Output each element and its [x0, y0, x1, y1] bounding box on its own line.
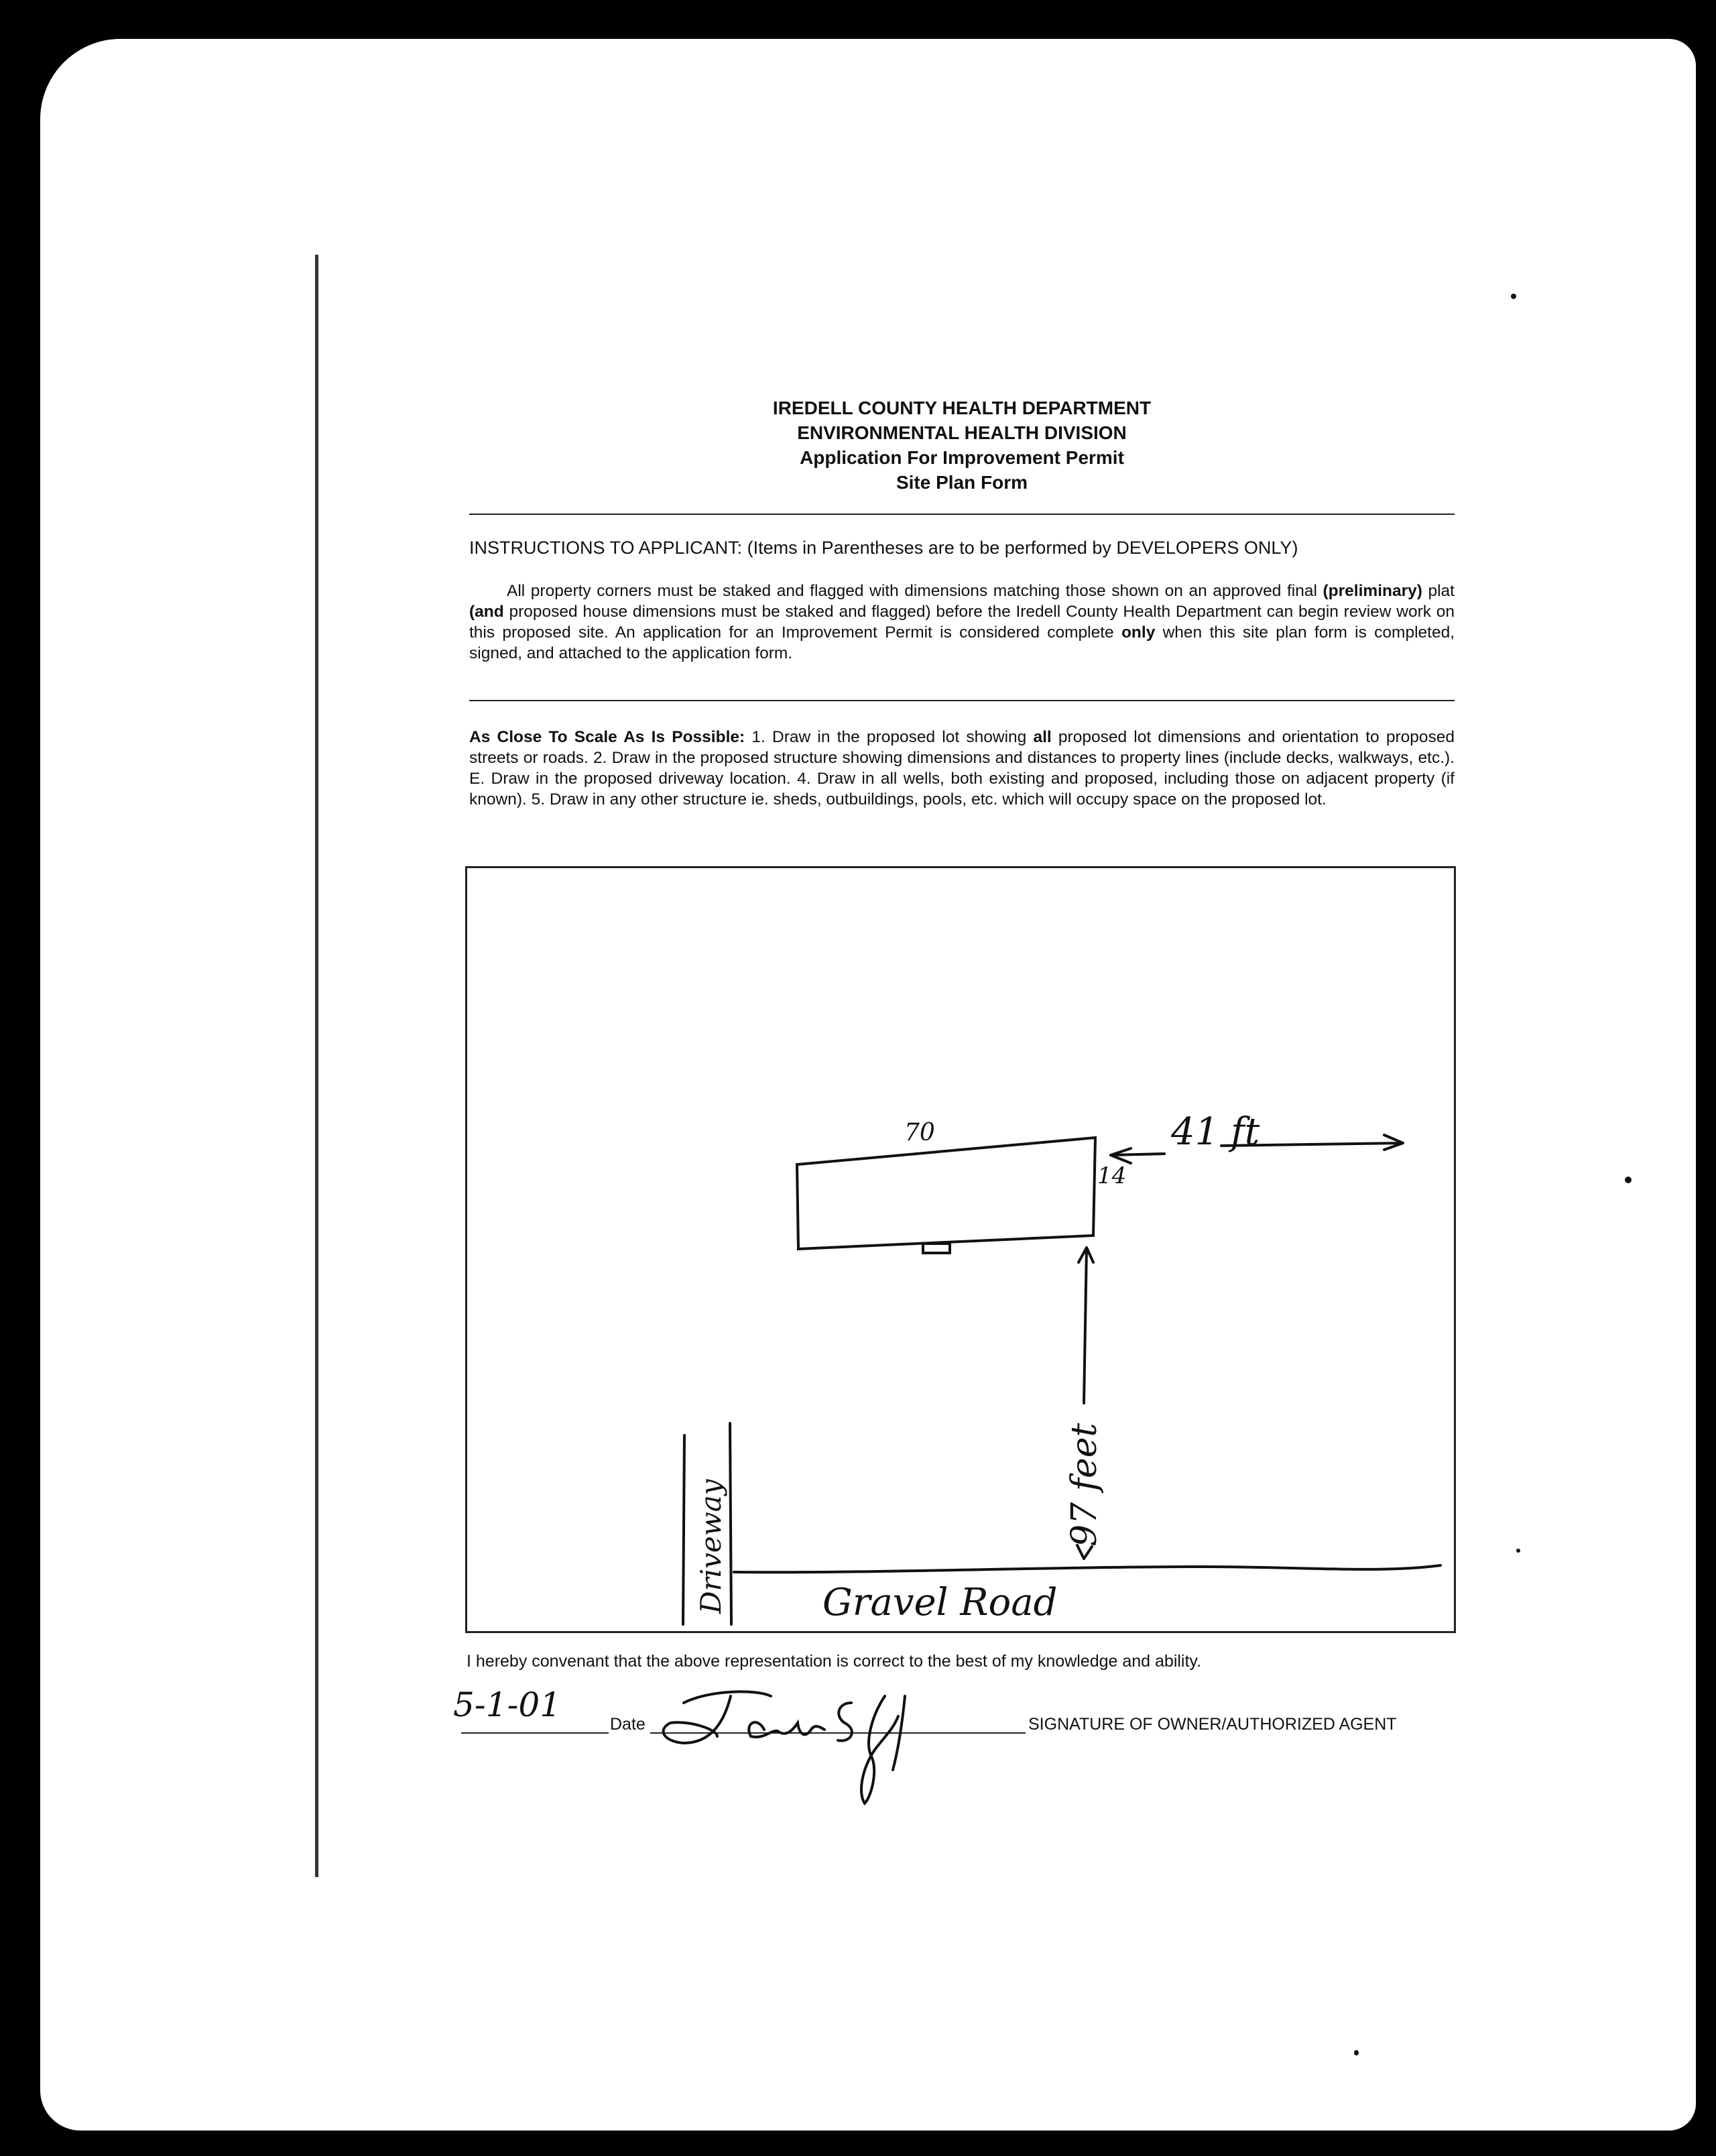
scan-speck: [1511, 294, 1516, 299]
road-label: Gravel Road: [822, 1581, 1058, 1624]
date-label: Date: [610, 1715, 646, 1734]
certification-statement: I hereby convenant that the above representation is correct to the best of my knowledge and ability.: [467, 1652, 1202, 1671]
department-title: IREDELL COUNTY HEALTH DEPARTMENT: [772, 398, 1152, 418]
instructions-paragraph: All property corners must be staked and flagged with dimensions matching those shown on an approved final (preliminary) plat (and proposed house dimensions must be staked and flagged) before the Iredell County Health Department can begin review work on this proposed site. An application for an Improvement Permit is considered complete only when this site plan form is completed, signed, and attached to the application form.: [469, 582, 1455, 662]
signature-label: SIGNATURE OF OWNER/AUTHORIZED AGENT: [1028, 1715, 1397, 1734]
driveway-left-edge: [683, 1435, 684, 1624]
form-header: [603, 396, 1321, 495]
division-title: ENVIRONMENTAL HEALTH DIVISION: [797, 422, 1127, 443]
date-line: [461, 1732, 609, 1734]
side-distance-label: 41 ft: [1171, 1110, 1260, 1154]
road-distance-label: 97 feet: [1064, 1423, 1105, 1547]
scan-speck: [1516, 1549, 1520, 1553]
site-plan-sketch: [467, 868, 1454, 1631]
form-title: Site Plan Form: [896, 472, 1028, 493]
house-width-label: 14: [1097, 1162, 1127, 1189]
date-value: 5-1-01: [453, 1685, 562, 1724]
house-outline: [797, 1138, 1095, 1249]
instructions-title: INSTRUCTIONS TO APPLICANT: (Items in Parentheses are to be performed by DEVELOPERS ONLY): [469, 538, 1298, 558]
handwritten-signature: [644, 1676, 938, 1810]
binding-line: [315, 255, 318, 1877]
house-length-label: 70: [904, 1119, 935, 1146]
scan-speck: [1354, 2050, 1359, 2055]
application-title: Application For Improvement Permit: [800, 447, 1124, 468]
house-step: [923, 1244, 950, 1253]
scale-instructions: As Close To Scale As Is Possible: 1. Draw in the proposed lot showing all proposed lot dimensions and orientation to proposed streets or roads. 2. Draw in the proposed structure showing dimensions and distances to property lines (include decks, walkways, etc.). E. Draw in the proposed driveway location. 4. Draw in all wells, both existing and proposed, including those on adjacent property (if known). 5. Draw in any other structure ie. sheds, outbuildings, pools, etc. which will occupy space on the proposed lot.: [469, 728, 1455, 808]
gravel-road-line: [734, 1565, 1441, 1572]
scan-speck: [1625, 1177, 1632, 1183]
divider: [469, 700, 1455, 701]
site-plan-box: [465, 866, 1456, 1633]
divider: [469, 514, 1455, 515]
driveway-right-edge: [730, 1423, 731, 1624]
driveway-label: Driveway: [694, 1479, 727, 1614]
